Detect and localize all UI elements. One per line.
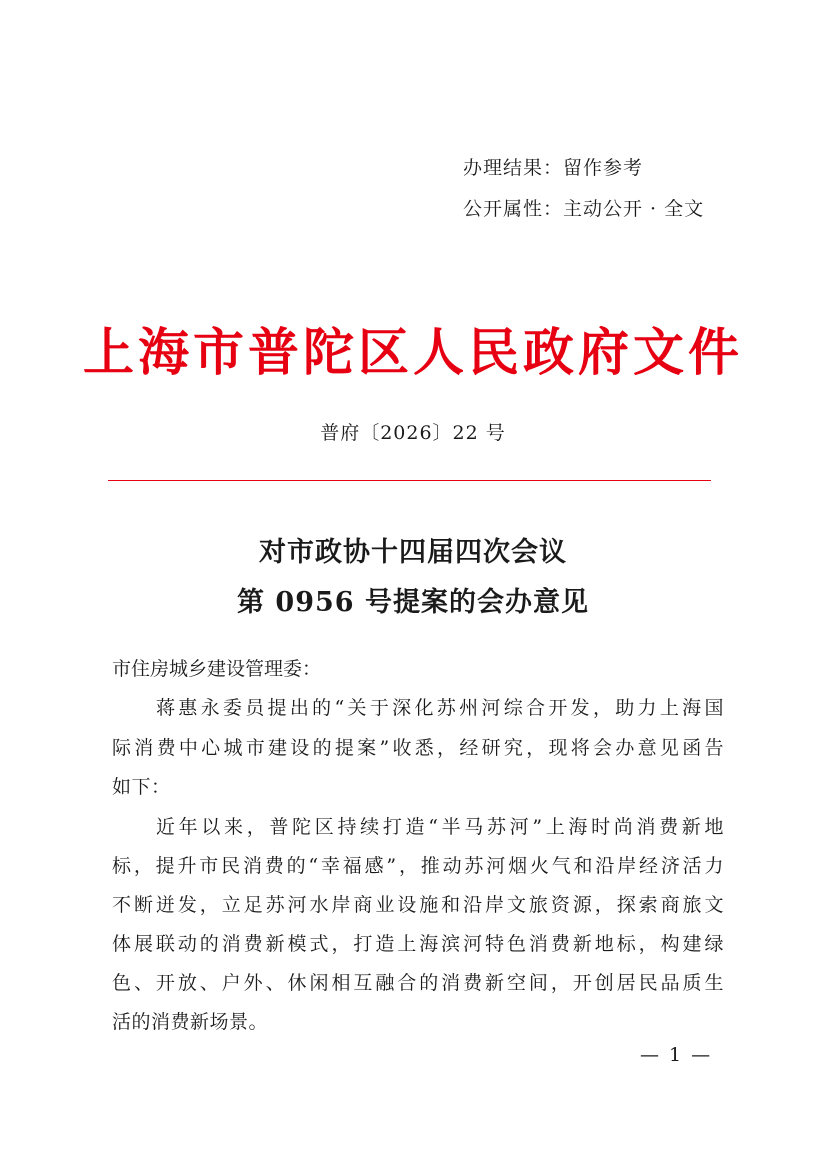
paragraph-1-line-1: 蒋惠永委员提出的“关于深化苏州河综合开发，助力上海国 bbox=[156, 697, 724, 719]
document-title-line-2: 第 0956 号提案的会办意见 bbox=[237, 587, 589, 618]
paragraph-2-line-6: 活的消费新场景。 bbox=[112, 1011, 269, 1033]
public-attribute: 公开属性：主动公开 · 全文 bbox=[463, 198, 705, 220]
paragraph-2-line-4: 体展联动的消费新模式，打造上海滨河特色消费新地标，构建绿 bbox=[112, 933, 724, 955]
paragraph-2-line-5: 色、开放、户外、休闲相互融合的消费新空间，开创居民品质生 bbox=[112, 972, 724, 994]
handling-result: 办理结果：留作参考 bbox=[463, 157, 644, 179]
issuer-title: 上海市普陀区人民政府文件 bbox=[82, 323, 743, 383]
document-title-line-1: 对市政协十四届四次会议 bbox=[259, 537, 567, 568]
red-divider bbox=[108, 480, 711, 481]
paragraph-2-line-1: 近年以来，普陀区持续打造“半马苏河”上海时尚消费新地 bbox=[156, 816, 724, 838]
recipient: 市住房城乡建设管理委： bbox=[112, 658, 322, 680]
paragraph-2-line-2: 标，提升市民消费的“幸福感”，推动苏河烟火气和沿岸经济活力 bbox=[112, 855, 724, 877]
paragraph-1-line-3: 如下： bbox=[112, 776, 171, 798]
paragraph-1-line-2: 际消费中心城市建设的提案”收悉，经研究，现将会办意见函告 bbox=[112, 737, 724, 759]
document-number: 普府〔2026〕22 号 bbox=[320, 422, 506, 444]
paragraph-2-line-3: 不断迸发，立足苏河水岸商业设施和沿岸文旅资源，探索商旅文 bbox=[112, 894, 724, 916]
page-number: — 1 — bbox=[640, 1044, 713, 1066]
